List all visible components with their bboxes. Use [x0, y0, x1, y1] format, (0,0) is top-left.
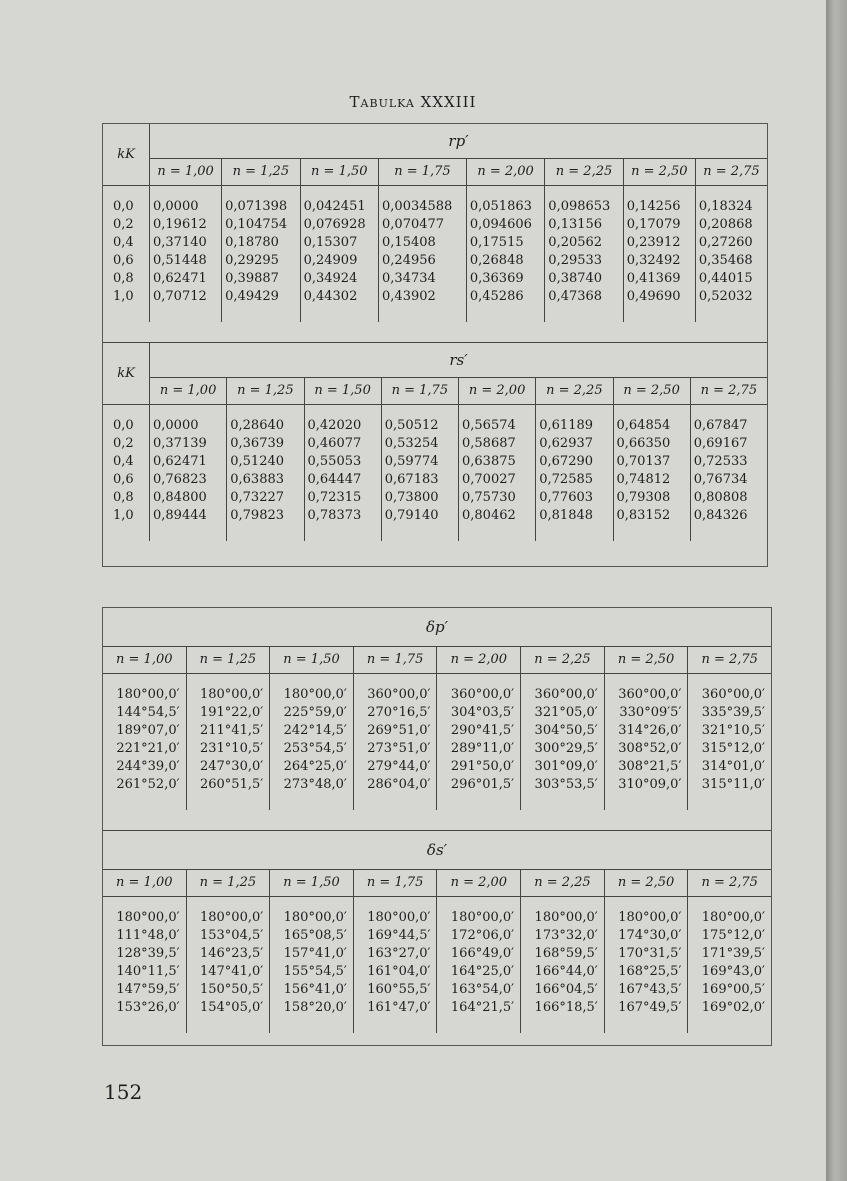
table-cell: 260°51,5′: [186, 776, 270, 794]
table-row: [103, 758, 771, 776]
table-cell: 166°04,5′: [521, 981, 605, 999]
table-cell: 0,61189: [536, 417, 613, 435]
table-row: [103, 686, 771, 704]
table-cell: 153°04,5′: [186, 927, 270, 945]
page-number: 152: [104, 1080, 143, 1104]
table-cell: 156°41,0′: [270, 981, 354, 999]
table-cell: 0,80808: [693, 490, 748, 505]
table-cell: 167°49,5′: [604, 999, 688, 1017]
table-cell: 0,051863: [466, 198, 544, 216]
table-cell: 150°50,5′: [186, 981, 270, 999]
table-cell: 0,47368: [545, 288, 623, 306]
table-cell: 0,79308: [613, 489, 690, 507]
table-cell: 0,0000: [150, 417, 227, 435]
table-cell: 0,24909: [300, 252, 378, 270]
table-cell: 0,41369: [623, 270, 695, 288]
table-cell: 279°44,0′: [353, 758, 437, 776]
table-row: [103, 471, 767, 489]
k-value: 0,6: [103, 252, 150, 270]
table-cell: 314°01,0′: [701, 759, 765, 774]
table-cell: 0,15408: [379, 234, 467, 252]
table-cell: 0,84800: [150, 489, 227, 507]
table-cell: 0,70712: [150, 288, 222, 306]
column-header: n = 2,25: [521, 870, 605, 897]
table-cell: 0,34734: [379, 270, 467, 288]
k-value: 0,0: [103, 417, 150, 435]
table-cell: 168°25,5′: [604, 963, 688, 981]
column-header: n = 1,75: [353, 647, 437, 674]
table-cell: 180°00,0′: [270, 686, 354, 704]
table-cell: 0,70137: [613, 453, 690, 471]
table-cell: 242°14,5′: [270, 722, 354, 740]
table-cell: 0,64854: [613, 417, 690, 435]
table-cell: 0,84326: [693, 508, 748, 523]
table-cell: 0,72533: [693, 454, 748, 469]
table-cell: 335°39,5′: [701, 705, 765, 720]
table-cell: 180°00,0′: [270, 909, 354, 927]
table-cell: 290°41,5′: [437, 722, 521, 740]
table-cell: 308°52,0′: [604, 740, 688, 758]
column-header: n = 1,00: [103, 870, 186, 897]
table-row: [103, 927, 771, 945]
column-header: n = 1,00: [150, 159, 222, 186]
table-cell: 221°21,0′: [103, 740, 186, 758]
table-cell: 304°50,5′: [521, 722, 605, 740]
table-cell: 0,13156: [545, 216, 623, 234]
reflectance-table: [102, 123, 768, 567]
table-cell: 0,24956: [379, 252, 467, 270]
table-row: [103, 252, 767, 270]
table-cell: 169°00,5′: [701, 982, 765, 997]
table-cell: 304°03,5′: [437, 704, 521, 722]
k-value: 0,8: [103, 489, 150, 507]
table-cell: 0,0000: [150, 198, 222, 216]
table-cell: 0,52032: [698, 289, 753, 304]
table-cell: 180°00,0′: [353, 909, 437, 927]
table-row: [103, 453, 767, 471]
table-cell: 146°23,5′: [186, 945, 270, 963]
table-cell: 273°51,0′: [353, 740, 437, 758]
table-cell: 0,27260: [698, 235, 753, 250]
table-cell: 211°41,5′: [186, 722, 270, 740]
column-header: n = 1,00: [103, 647, 186, 674]
table-cell: 321°10,5′: [701, 723, 765, 738]
rs-section: [103, 342, 767, 541]
table-row: [103, 776, 771, 794]
table-cell: 0,37139: [150, 435, 227, 453]
table-cell: 261°52,0′: [103, 776, 186, 794]
table-cell: 155°54,5′: [270, 963, 354, 981]
column-header: n = 2,75: [688, 647, 771, 674]
table-cell: 0,66350: [613, 435, 690, 453]
table-cell: 0,29295: [222, 252, 300, 270]
table-cell: 0,67847: [693, 418, 748, 433]
table-cell: 291°50,0′: [437, 758, 521, 776]
rp-symbol: rp′: [448, 132, 469, 150]
table-cell: 180°00,0′: [186, 909, 270, 927]
table-row: [103, 999, 771, 1017]
dp-table: [103, 608, 771, 810]
table-cell: 0,15307: [300, 234, 378, 252]
table-cell: 0,62471: [150, 453, 227, 471]
column-header: n = 1,50: [270, 647, 354, 674]
table-cell: 264°25,0′: [270, 758, 354, 776]
table-cell: 0,39887: [222, 270, 300, 288]
table-cell: 175°12,0′: [701, 928, 765, 943]
table-row: [103, 288, 767, 306]
table-cell: 0,74812: [613, 471, 690, 489]
table-cell: 0,071398: [222, 198, 300, 216]
table-cell: 0,51448: [150, 252, 222, 270]
table-cell: 173°32,0′: [521, 927, 605, 945]
table-cell: 270°16,5′: [353, 704, 437, 722]
table-cell: 360°00,0′: [521, 686, 605, 704]
table-row: [103, 722, 771, 740]
column-header: n = 2,25: [545, 159, 623, 186]
table-cell: 315°12,0′: [701, 741, 765, 756]
table-cell: 0,076928: [300, 216, 378, 234]
table-cell: 164°21,5′: [437, 999, 521, 1017]
table-cell: 330°09′5′: [604, 704, 688, 722]
table-cell: 0,43902: [379, 288, 467, 306]
table-row: [103, 435, 767, 453]
table-cell: 154°05,0′: [186, 999, 270, 1017]
rs-table: [103, 343, 767, 541]
table-cell: 166°18,5′: [521, 999, 605, 1017]
table-cell: 253°54,5′: [270, 740, 354, 758]
table-cell: 166°49,0′: [437, 945, 521, 963]
table-cell: 321°05,0′: [521, 704, 605, 722]
table-cell: 0,29533: [545, 252, 623, 270]
column-header: n = 1,75: [353, 870, 437, 897]
table-cell: 161°47,0′: [353, 999, 437, 1017]
table-cell: 244°39,0′: [103, 758, 186, 776]
column-header: n = 1,25: [186, 870, 270, 897]
table-cell: 231°10,5′: [186, 740, 270, 758]
column-header: n = 2,75: [688, 870, 771, 897]
column-header: n = 1,25: [186, 647, 270, 674]
ds-symbol: δs′: [426, 841, 448, 859]
table-cell: 180°00,0′: [521, 909, 605, 927]
table-cell: 0,26848: [466, 252, 544, 270]
table-cell: 0,20868: [698, 217, 753, 232]
table-cell: 289°11,0′: [437, 740, 521, 758]
k-value: 0,4: [103, 234, 150, 252]
table-cell: 0,55053: [304, 453, 381, 471]
table-cell: 169°02,0′: [701, 1000, 765, 1015]
k-value: 0,2: [103, 216, 150, 234]
column-header: n = 2,50: [604, 647, 688, 674]
k-value: 0,0: [103, 198, 150, 216]
table-cell: 189°07,0′: [103, 722, 186, 740]
table-cell: 0,63883: [227, 471, 304, 489]
table-cell: 0,73227: [227, 489, 304, 507]
k-value: 0,4: [103, 453, 150, 471]
table-cell: 0,19612: [150, 216, 222, 234]
table-row: [103, 704, 771, 722]
table-cell: 0,23912: [623, 234, 695, 252]
table-cell: 296°01,5′: [437, 776, 521, 794]
column-header: n = 1,25: [222, 159, 300, 186]
table-cell: 111°48,0′: [103, 927, 186, 945]
k-header: kK: [103, 124, 150, 186]
k-value: 1,0: [103, 507, 150, 525]
table-cell: 0,14256: [623, 198, 695, 216]
table-cell: 0,76734: [693, 472, 748, 487]
table-cell: 0,0034588: [379, 198, 467, 216]
table-cell: 0,89444: [150, 507, 227, 525]
table-cell: 310°09,0′: [604, 776, 688, 794]
table-cell: 0,70027: [459, 471, 536, 489]
table-cell: 163°27,0′: [353, 945, 437, 963]
table-cell: 0,56574: [459, 417, 536, 435]
table-row: [103, 198, 767, 216]
table-cell: 0,72315: [304, 489, 381, 507]
table-row: [103, 270, 767, 288]
table-cell: 0,42020: [304, 417, 381, 435]
table-cell: 247°30,0′: [186, 758, 270, 776]
table-cell: 180°00,0′: [437, 909, 521, 927]
table-cell: 169°44,5′: [353, 927, 437, 945]
column-header: n = 2,00: [459, 378, 536, 405]
table-cell: 0,53254: [381, 435, 458, 453]
table-row: [103, 909, 771, 927]
table-cell: 308°21,5′: [604, 758, 688, 776]
column-header: n = 2,50: [613, 378, 690, 405]
table-cell: 144°54,5′: [103, 704, 186, 722]
table-cell: 0,81848: [536, 507, 613, 525]
column-header: n = 1,50: [270, 870, 354, 897]
column-header: n = 2,50: [604, 870, 688, 897]
table-cell: 0,63875: [459, 453, 536, 471]
table-row: [103, 417, 767, 435]
table-cell: 0,80462: [459, 507, 536, 525]
table-cell: 0,36369: [466, 270, 544, 288]
k-header: kK: [103, 343, 150, 405]
table-cell: 0,69167: [693, 436, 748, 451]
table-cell: 0,72585: [536, 471, 613, 489]
table-row: [103, 489, 767, 507]
table-cell: 0,59774: [381, 453, 458, 471]
dp-section: [103, 608, 771, 810]
column-header: n = 2,25: [536, 378, 613, 405]
table-cell: 174°30,0′: [604, 927, 688, 945]
table-cell: 0,44015: [698, 271, 753, 286]
column-header: n = 2,00: [466, 159, 544, 186]
table-row: [103, 981, 771, 999]
table-cell: 180°00,0′: [103, 686, 186, 704]
table-cell: 0,49690: [623, 288, 695, 306]
table-cell: 0,79140: [381, 507, 458, 525]
table-cell: 0,76823: [150, 471, 227, 489]
table-cell: 0,58687: [459, 435, 536, 453]
table-cell: 0,042451: [300, 198, 378, 216]
table-cell: 172°06,0′: [437, 927, 521, 945]
ds-table: [103, 831, 771, 1033]
table-row: [103, 216, 767, 234]
table-cell: 0,62937: [536, 435, 613, 453]
table-cell: 168°59,5′: [521, 945, 605, 963]
table-cell: 0,17515: [466, 234, 544, 252]
table-cell: 303°53,5′: [521, 776, 605, 794]
table-cell: 0,104754: [222, 216, 300, 234]
table-cell: 170°31,5′: [604, 945, 688, 963]
table-cell: 0,36739: [227, 435, 304, 453]
table-cell: 300°29,5′: [521, 740, 605, 758]
table-cell: 225°59,0′: [270, 704, 354, 722]
table-row: [103, 945, 771, 963]
column-header: n = 2,00: [437, 647, 521, 674]
table-cell: 157°41,0′: [270, 945, 354, 963]
page-edge: [826, 0, 847, 1181]
table-cell: 165°08,5′: [270, 927, 354, 945]
table-cell: 0,44302: [300, 288, 378, 306]
table-cell: 180°00,0′: [186, 686, 270, 704]
table-cell: 140°11,5′: [103, 963, 186, 981]
table-cell: 158°20,0′: [270, 999, 354, 1017]
table-cell: 0,67183: [381, 471, 458, 489]
table-cell: 0,79823: [227, 507, 304, 525]
table-cell: 128°39,5′: [103, 945, 186, 963]
rs-symbol: rs′: [449, 351, 468, 369]
table-cell: 0,50512: [381, 417, 458, 435]
table-cell: 0,49429: [222, 288, 300, 306]
table-row: [103, 234, 767, 252]
rp-table: [103, 124, 767, 322]
column-header: n = 2,25: [521, 647, 605, 674]
table-cell: 0,64447: [304, 471, 381, 489]
table-cell: 0,45286: [466, 288, 544, 306]
table-cell: 360°00,0′: [604, 686, 688, 704]
column-header: n = 2,75: [690, 378, 767, 405]
table-cell: 0,73800: [381, 489, 458, 507]
table-cell: 0,62471: [150, 270, 222, 288]
column-header: n = 1,50: [300, 159, 378, 186]
column-header: n = 1,75: [379, 159, 467, 186]
table-cell: 269°51,0′: [353, 722, 437, 740]
table-cell: 0,34924: [300, 270, 378, 288]
column-header: n = 2,00: [437, 870, 521, 897]
table-cell: 301°09,0′: [521, 758, 605, 776]
column-header: n = 2,75: [695, 159, 767, 186]
table-row: [103, 507, 767, 525]
table-cell: 171°39,5′: [701, 946, 765, 961]
table-cell: 0,18780: [222, 234, 300, 252]
table-cell: 153°26,0′: [103, 999, 186, 1017]
table-cell: 180°00,0′: [103, 909, 186, 927]
k-value: 0,2: [103, 435, 150, 453]
table-cell: 0,17079: [623, 216, 695, 234]
table-cell: 180°00,0′: [604, 909, 688, 927]
table-cell: 360°00,0′: [437, 686, 521, 704]
table-cell: 360°00,0′: [353, 686, 437, 704]
k-value: 1,0: [103, 288, 150, 306]
table-cell: 0,28640: [227, 417, 304, 435]
table-cell: 180°00,0′: [701, 910, 765, 925]
table-cell: 147°41,0′: [186, 963, 270, 981]
table-cell: 0,75730: [459, 489, 536, 507]
table-cell: 315°11,0′: [701, 777, 765, 792]
table-row: [103, 740, 771, 758]
table-cell: 0,83152: [613, 507, 690, 525]
table-cell: 314°26,0′: [604, 722, 688, 740]
table-cell: 0,35468: [698, 253, 753, 268]
table-cell: 0,37140: [150, 234, 222, 252]
phase-table: [102, 607, 772, 1046]
table-cell: 164°25,0′: [437, 963, 521, 981]
table-cell: 273°48,0′: [270, 776, 354, 794]
dp-symbol: δp′: [425, 618, 449, 636]
table-cell: 0,77603: [536, 489, 613, 507]
table-cell: 0,32492: [623, 252, 695, 270]
table-cell: 0,070477: [379, 216, 467, 234]
column-header: n = 2,50: [623, 159, 695, 186]
table-cell: 286°04,0′: [353, 776, 437, 794]
table-cell: 167°43,5′: [604, 981, 688, 999]
table-cell: 161°04,0′: [353, 963, 437, 981]
table-cell: 0,18324: [698, 199, 753, 214]
table-cell: 0,67290: [536, 453, 613, 471]
column-header: n = 1,25: [227, 378, 304, 405]
table-cell: 191°22,0′: [186, 704, 270, 722]
table-cell: 147°59,5′: [103, 981, 186, 999]
table-cell: 0,51240: [227, 453, 304, 471]
table-cell: 360°00,0′: [701, 687, 765, 702]
table-cell: 0,38740: [545, 270, 623, 288]
table-row: [103, 963, 771, 981]
table-cell: 0,094606: [466, 216, 544, 234]
table-cell: 0,098653: [545, 198, 623, 216]
column-header: n = 1,75: [381, 378, 458, 405]
k-value: 0,6: [103, 471, 150, 489]
table-cell: 169°43,0′: [701, 964, 765, 979]
column-header: n = 1,50: [304, 378, 381, 405]
rp-section: [103, 124, 767, 322]
k-value: 0,8: [103, 270, 150, 288]
table-cell: 160°55,5′: [353, 981, 437, 999]
column-header: n = 1,00: [150, 378, 227, 405]
table-cell: 163°54,0′: [437, 981, 521, 999]
ds-section: [103, 830, 771, 1033]
table-cell: 166°44,0′: [521, 963, 605, 981]
table-cell: 0,46077: [304, 435, 381, 453]
table-title: Tabulka XXXIII: [349, 93, 477, 111]
table-cell: 0,20562: [545, 234, 623, 252]
table-cell: 0,78373: [304, 507, 381, 525]
